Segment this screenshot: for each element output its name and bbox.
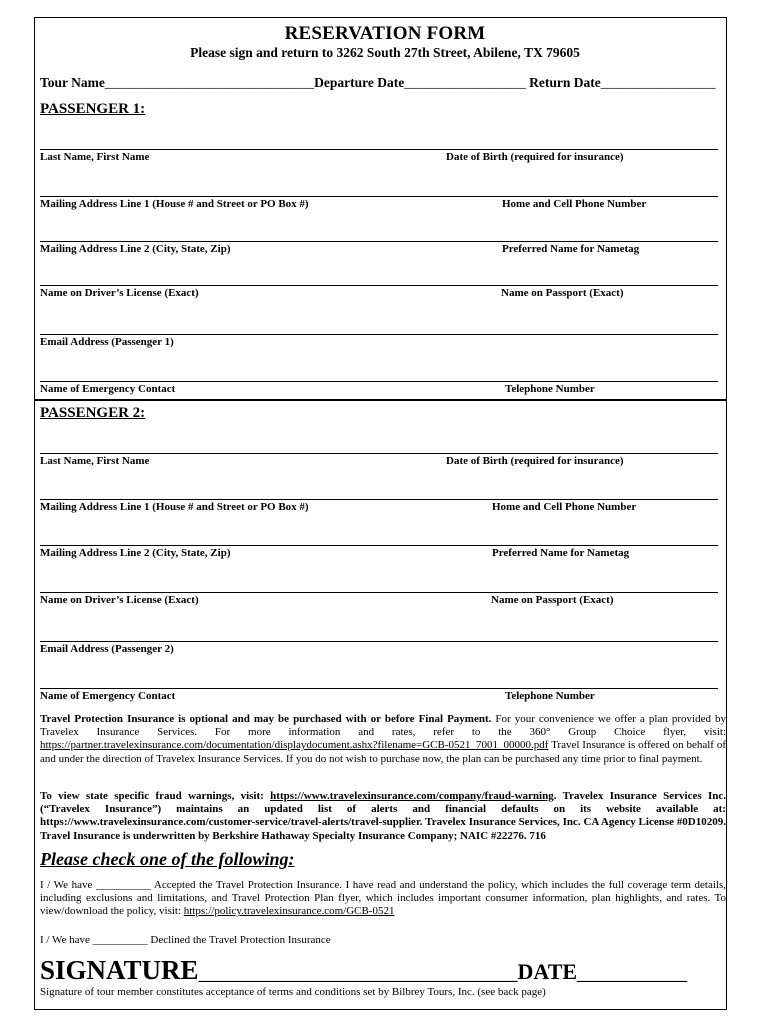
p2-telephone-label: Telephone Number (505, 690, 595, 702)
return-date-label: Return Date (529, 75, 601, 90)
p2-email-label: Email Address (Passenger 2) (40, 643, 174, 655)
p1-license-label: Name on Driver’s License (Exact) (40, 287, 199, 299)
passenger-2-heading: PASSENGER 2: (40, 405, 146, 421)
p2-last-first-label: Last Name, First Name (40, 455, 150, 467)
p1-name-line[interactable] (40, 149, 718, 150)
p2-email-line[interactable] (40, 641, 718, 642)
p2-dob-label: Date of Birth (required for insurance) (446, 455, 624, 467)
tour-name-label: Tour Name (40, 75, 105, 90)
fraud-warning-link[interactable]: https://www.travelexinsurance.com/company/fraud-warning (270, 790, 554, 802)
p2-license-line[interactable] (40, 592, 718, 593)
p1-emergency-label: Name of Emergency Contact (40, 383, 176, 395)
decline-checkbox-line[interactable]: I / We have __________ (40, 934, 151, 946)
signature-field[interactable]: _____________________________ (198, 959, 518, 984)
insurance-text-1: For your convenience we offer a plan provided by Travelex Insurance Services. For more information and rates, refer to the 360° Group Choice flyer, visit: (40, 713, 726, 739)
insurance-flyer-link[interactable]: https://partner.travelexinsurance.com/documentation/displaydocument.ashx?filename=GCB-0521_7001_00000.pdf (40, 739, 549, 752)
passenger-divider (34, 399, 727, 401)
p2-license-label: Name on Driver’s License (Exact) (40, 594, 199, 606)
p2-nametag-label: Preferred Name for Nametag (492, 547, 630, 559)
signature-line (40, 955, 726, 986)
p1-emergency-line[interactable] (40, 381, 718, 382)
p2-address2-label: Mailing Address Line 2 (City, State, Zip) (40, 547, 231, 559)
p2-phone-label: Home and Cell Phone Number (492, 501, 637, 513)
departure-date-field[interactable]: __________________ (404, 75, 526, 90)
p2-address1-line[interactable] (40, 499, 718, 500)
date-label: DATE (517, 959, 578, 984)
p1-phone-label: Home and Cell Phone Number (502, 198, 647, 210)
insurance-text-2: Travel Insurance is offered on behalf of and under the direction of Travelex Insurance Services. If you do not wish to purchase now, the plan can be purchased any time prior to final payment. (40, 739, 726, 765)
insurance-intro: Travel Protection Insurance is optional and may be purchased with or before Final Payment. (40, 713, 492, 725)
p1-address1-line[interactable] (40, 196, 718, 197)
p1-address2-label: Mailing Address Line 2 (City, State, Zip) (40, 243, 231, 255)
p2-passport-label: Name on Passport (Exact) (491, 594, 614, 606)
departure-date-label: Departure Date (314, 75, 405, 90)
p1-telephone-label: Telephone Number (505, 383, 595, 395)
p2-emergency-line[interactable] (40, 688, 718, 689)
fraud-text: . Travelex Insurance Services Inc. (“Travelex Insurance”) maintains an updated list of alerts and financial defaults on its website available at: https://www.travelexinsurance.com/customer-service/travel-alerts/travel-supplier. Travelex Insurance Services, Inc. CA Agency License #0D10209. Travel Insurance is underwritten by Berkshire Hathaway Specialty Insurance Company; NAIC #22276. 716 (40, 790, 726, 842)
accept-checkbox-line[interactable]: I / We have __________ (40, 879, 154, 891)
p1-license-line[interactable] (40, 285, 718, 286)
p1-address1-label: Mailing Address Line 1 (House # and Street or PO Box #) (40, 198, 309, 210)
policy-link[interactable]: https://policy.travelexinsurance.com/GCB-0521 (183, 905, 395, 918)
passenger-1-heading: PASSENGER 1: (40, 101, 146, 117)
insurance-paragraph (40, 713, 726, 766)
p1-email-line[interactable] (40, 334, 718, 335)
signature-label: SIGNATURE (40, 955, 199, 985)
return-date-field[interactable]: _________________ (600, 75, 716, 90)
fraud-paragraph (40, 790, 726, 843)
p1-last-first-label: Last Name, First Name (40, 151, 150, 163)
tour-info-line (40, 75, 726, 91)
return-address: Please sign and return to 3262 South 27th Street, Abilene, TX 79605 (190, 45, 580, 60)
p1-email-label: Email Address (Passenger 1) (40, 336, 174, 348)
p2-address1-label: Mailing Address Line 1 (House # and Street or PO Box #) (40, 501, 309, 513)
check-one-heading: Please check one of the following: (40, 849, 295, 869)
accept-text: Accepted the Travel Protection Insurance. I have read and understand the policy, which includes the full coverage term details, including exclusions and limitations, and Travel Protection Plan flyer, which includes important consumer information, plan highlights, and rates. To view/download the policy, visit: (40, 879, 727, 918)
fraud-intro: To view state specific fraud warnings, visit: (40, 790, 271, 802)
date-field[interactable]: __________ (577, 959, 688, 984)
accept-option (40, 879, 726, 919)
p1-address2-line[interactable] (40, 241, 718, 242)
p2-emergency-label: Name of Emergency Contact (40, 690, 176, 702)
p1-passport-label: Name on Passport (Exact) (501, 287, 624, 299)
tour-name-field[interactable]: _______________________________ (104, 75, 315, 90)
decline-text: Declined the Travel Protection Insurance (150, 934, 331, 946)
form-title: RESERVATION FORM (284, 23, 486, 44)
decline-option (40, 934, 726, 947)
p2-address2-line[interactable] (40, 545, 718, 546)
p1-dob-label: Date of Birth (required for insurance) (446, 151, 624, 163)
p1-nametag-label: Preferred Name for Nametag (502, 243, 640, 255)
signature-footnote: Signature of tour member constitutes acceptance of terms and conditions set by Bilbrey Tours, Inc. (see back page) (40, 986, 546, 998)
p2-name-line[interactable] (40, 453, 718, 454)
